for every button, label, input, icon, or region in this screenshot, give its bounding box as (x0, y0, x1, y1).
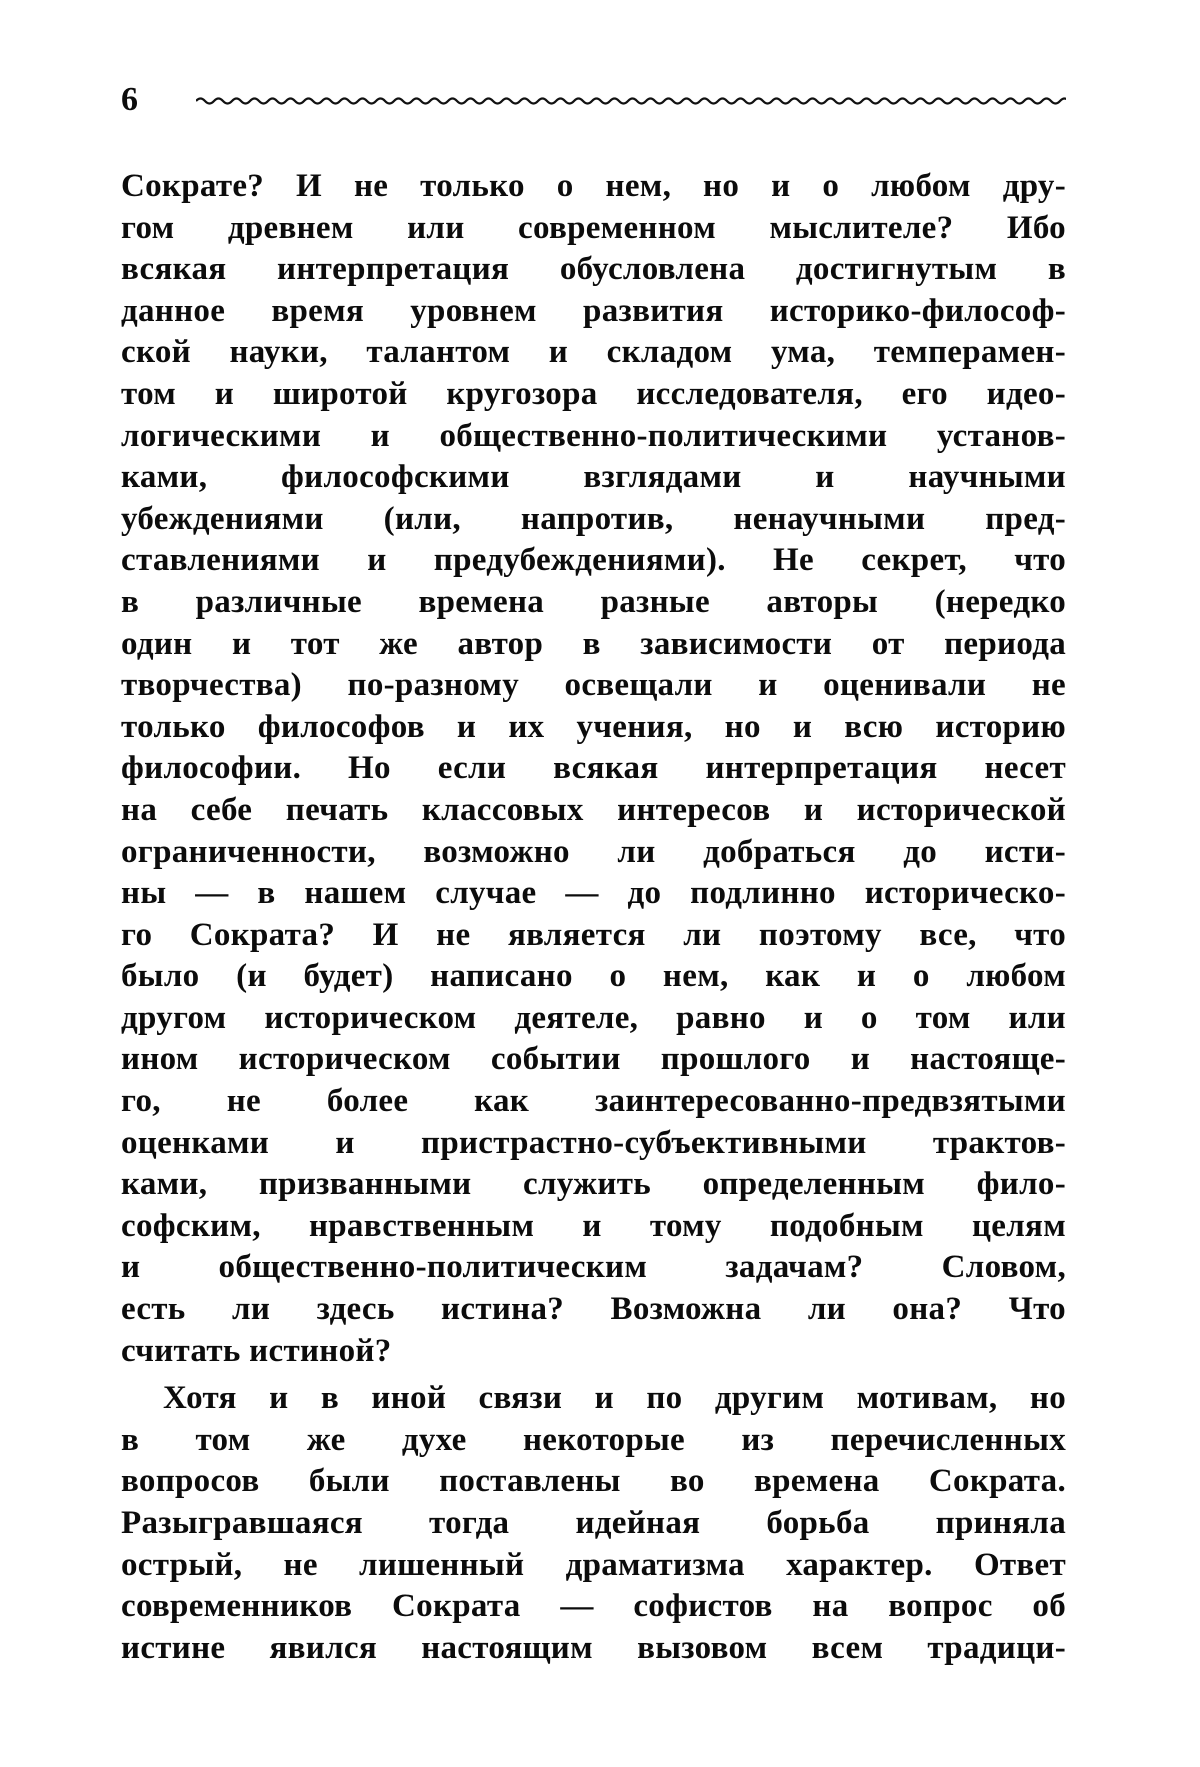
text-line: всякая интерпретация обусловлена достигнутым в (121, 251, 1066, 288)
text-line: ны — в нашем случае — до подлинно историческо- (121, 875, 1066, 912)
text-line: убеждениями (или, напротив, ненаучными пред- (121, 500, 1066, 537)
text-line: софским, нравственным и тому подобным целям (121, 1207, 1066, 1244)
text-line: том и широтой кругозора исследователя, его идео- (121, 375, 1066, 412)
body-text (121, 166, 1066, 1669)
text-line: Разыгравшаяся тогда идейная борьба приняла (121, 1505, 1066, 1541)
text-line: ином историческом событии прошлого и настояще- (121, 1041, 1066, 1078)
text-line: Хотя и в иной связи и по другим мотивам, но (163, 1380, 1066, 1417)
text-line: в различные времена разные авторы (нередко (121, 583, 1066, 620)
text-line: философии. Но если всякая интерпретация несет (121, 750, 1066, 787)
text-line: один и тот же автор в зависимости от периода (121, 625, 1066, 662)
text-line: считать истиной? (121, 1332, 392, 1369)
text-line: логическими и общественно-политическими установ- (121, 417, 1066, 454)
text-line: го, не более как заинтересованно-предвзятыми (121, 1083, 1066, 1120)
page-number: 6 (121, 81, 138, 118)
text-line: на себе печать классовых интересов и исторической (121, 791, 1066, 828)
paragraph-2 (121, 1378, 1066, 1669)
text-line: ками, философскими взглядами и научными (121, 459, 1066, 496)
wavy-header-rule (196, 90, 1066, 112)
text-line: и общественно-политическим задачам? Словом, (121, 1249, 1066, 1286)
text-line: в том же духе некоторые из перечисленных (121, 1421, 1066, 1458)
text-line: ками, призванными служить определенным фило- (121, 1166, 1066, 1203)
text-line: вопросов были поставлены во времена Сократа. (121, 1463, 1066, 1500)
text-line: современников Сократа — софистов на вопрос об (121, 1588, 1066, 1625)
text-line: ограниченности, возможно ли добраться до исти- (121, 833, 1066, 870)
text-line: гом древнем или современном мыслителе? Ибо (121, 209, 1066, 246)
paragraph-1 (121, 166, 1066, 1372)
text-line: ставлениями и предубеждениями). Не секрет, что (121, 542, 1066, 579)
text-line: острый, не лишенный драматизма характер. Ответ (121, 1546, 1066, 1583)
text-line: ской науки, талантом и складом ума, темперамен- (121, 334, 1066, 371)
text-line: только философов и их учения, но и всю историю (121, 708, 1066, 745)
text-line: данное время уровнем развития историко-философ- (121, 292, 1066, 329)
text-line: оценками и пристрастно-субъективными трактов- (121, 1124, 1066, 1161)
text-line: было (и будет) написано о нем, как и о любом (121, 958, 1066, 995)
text-line: есть ли здесь истина? Возможна ли она? Что (121, 1291, 1066, 1328)
text-line: истине явился настоящим вызовом всем традици- (121, 1629, 1066, 1666)
text-line: другом историческом деятеле, равно и о том или (121, 999, 1066, 1036)
text-line: го Сократа? И не является ли поэтому все, что (121, 916, 1066, 953)
text-line: Сократе? И не только о нем, но и о любом дру- (121, 168, 1066, 204)
text-line: творчества) по-разному освещали и оценивали не (121, 667, 1066, 704)
